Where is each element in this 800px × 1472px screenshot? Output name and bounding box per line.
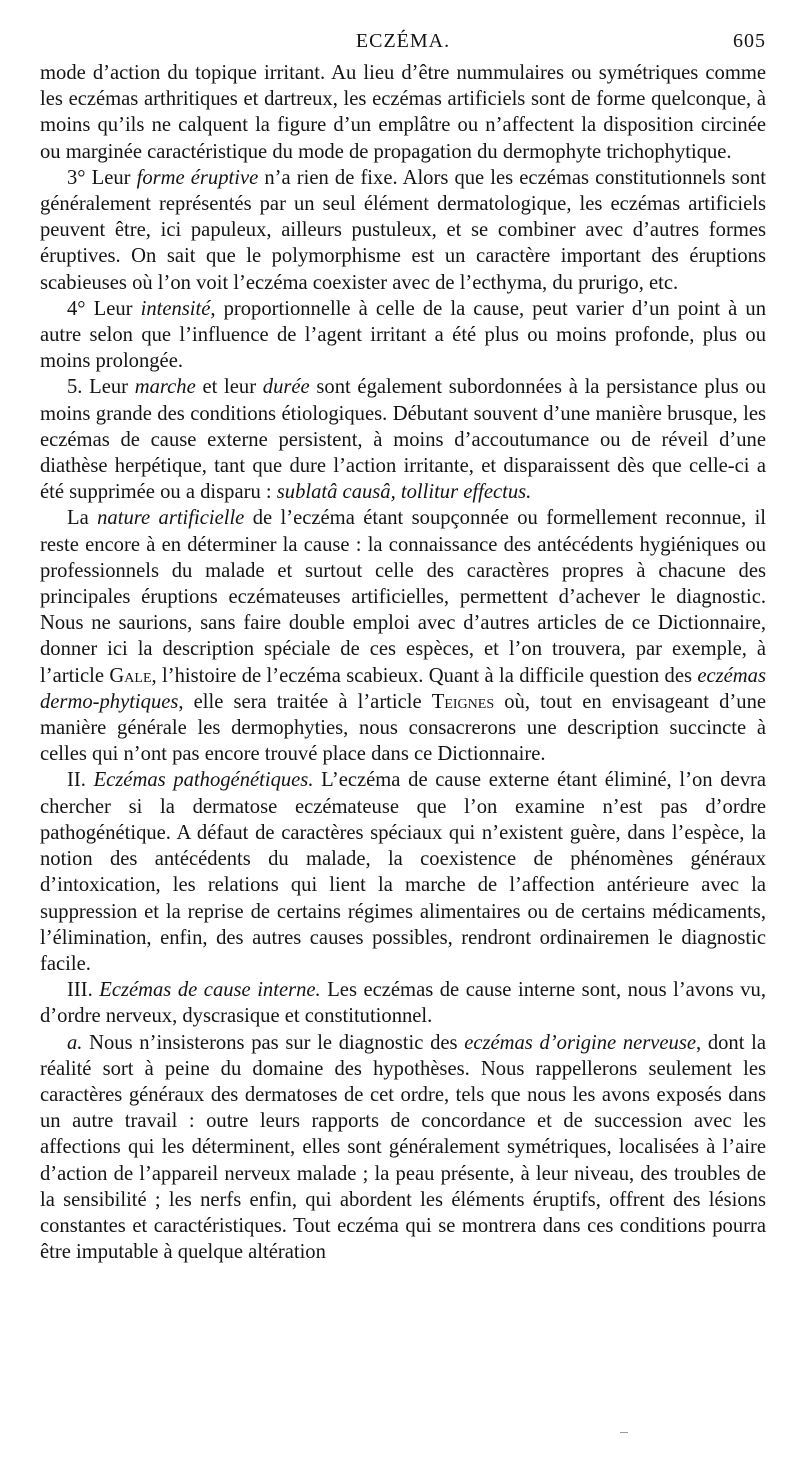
- subsection-letter: a.: [67, 1031, 83, 1054]
- italic-term: marche: [134, 376, 196, 399]
- paragraph-lead: 4° Leur: [67, 297, 141, 320]
- italic-term: durée: [262, 376, 310, 399]
- paragraph-text: , elle sera traitée à l’article: [178, 690, 432, 713]
- paragraph-text: et leur: [195, 376, 263, 399]
- italic-term: intensité: [140, 297, 211, 320]
- paragraph-lead: 3° Leur: [67, 166, 137, 189]
- section-heading: Eczémas pathogénétiques.: [93, 769, 314, 792]
- paragraph-text: mode d’action du topique irritant. Au lieu d’être nummulaires ou symétriques comme les eczémas arthritiques et dartreux, les eczémas artificiels sont de forme quelconque, à moins qu’ils ne calquent la figure d’un emplâtre ou n’affectent la disposition circinée ou marginée caractéristique du mode de propagation du dermophyte trichophytique.: [40, 62, 766, 163]
- paragraph-text: n’a rien de fixe. Alors que les eczémas constitutionnels sont généralement représentés par un seul élément dermatologique, les eczémas artificiels peuvent être, ici papuleux, ailleurs pustuleux, et se combiner avec d’autres formes éruptives. On sait que le polymorphisme est un caractère important des éruptions scabieuses où l’on voit l’eczéma coexister avec de l’ecthyma, du prurigo, etc.: [40, 166, 766, 294]
- italic-term: eczémas d’origine nerveuse: [464, 1031, 697, 1054]
- cross-reference-gale: Gale: [109, 664, 152, 687]
- paragraph-text: , proportionnelle à celle de la cause, peut varier d’un point à un autre selon que l’influence de l’agent irritant a été plus ou moins profonde, plus ou moins prolongée.: [40, 297, 766, 373]
- italic-term: forme éruptive: [136, 166, 259, 189]
- paragraph-lead: 5. Leur: [67, 376, 135, 399]
- paragraph-text: , l’histoire de l’eczéma scabieux. Quant à la difficile question des: [151, 664, 698, 687]
- section-heading: Eczémas de cause interne.: [99, 979, 321, 1002]
- page-number: 605: [733, 30, 766, 52]
- paragraph-text: Les eczémas de cause interne sont, nous l’avons vu, d’ordre nerveux, dyscrasique et constitutionnel.: [40, 979, 767, 1028]
- paragraph-marche-duree: [40, 374, 766, 505]
- page-header: [40, 30, 766, 60]
- section-number: III.: [67, 979, 100, 1002]
- paragraph-text: sont également subordonnées à la persistance plus ou moins grande des conditions étiologiques. Débutant souvent d’une manière brusque, les eczémas de cause externe persistent, à moins d’accoutumance ou de réveil d’une diathèse herpétique, tant que dure l’action irritante, et disparaissent dès que celle-ci a été supprimée ou a disparu :: [40, 376, 766, 504]
- paragraph-text: L’eczéma de cause externe étant éliminé, l’on devra chercher si la dermatose eczémateuse que l’on examine n’est pas d’ordre pathogénétique. A défaut de caractères spéciaux qui n’existent guère, dans l’espèce, la notion des antécédents du malade, la coexistence de phénomènes généraux d’intoxication, les relations qui lient la marche de l’affection antérieure avec la suppression et la reprise de certains régimes alimentaires ou de certains médicaments, l’élimination, enfin, des autres causes possibles, rendront ordinairemen le diagnostic facile.: [40, 769, 766, 975]
- running-title: ECZÉMA.: [355, 30, 451, 52]
- paragraph-text: Nous n’insisterons pas sur le diagnostic des: [82, 1031, 465, 1054]
- paragraph-pathogenetiques: [40, 767, 766, 977]
- paragraph-lead: La: [67, 507, 98, 530]
- section-number: II.: [67, 769, 94, 792]
- paragraph-text: , dont la réalité sort à peine du domaine des hypothèses. Nous rappellerons seulement les caractères généraux des dermatoses de cet ordre, tels que nous les avons exposés dans un autre travail : outre leurs rapports de concordance et de succession avec les affections qui les déterminent, elles sont généralement symétriques, localisées à l’aire d’action de l’appareil nerveux malade ; la peau présente, à leur niveau, des troubles de la sensibilité ; les nerfs enfin, qui abordent les éléments éruptifs, offrent des lésions constantes et caractéristiques. Tout eczéma qui se montrera dans ces conditions pourra être imputable à quelque altération: [40, 1031, 766, 1264]
- italic-latin-phrase: sublatâ causâ, tollitur effectus.: [276, 481, 532, 504]
- body-text: [40, 60, 766, 1265]
- paragraph-text: de l’eczéma étant soupçonnée ou formellement reconnue, il reste encore à en déterminer la cause : la connaissance des antécédents hygiéniques ou professionnels du malade et surtout celle des caractères propres à chacune des principales éruptions eczémateuses artificielles, permettent d’achever le diagnostic. Nous ne saurions, sans faire double emploi avec d’autres articles de ce Dictionnaire, donner ici la description spéciale de ces espèces, et l’on trouvera, par exemple, à l’article: [40, 507, 767, 687]
- paragraph-continuation: [40, 60, 766, 165]
- paragraph-cause-interne: [40, 977, 766, 1029]
- paragraph-forme-eruptive: [40, 165, 766, 296]
- print-mark: [620, 1432, 628, 1433]
- paragraph-nature-artificielle: [40, 505, 766, 767]
- document-page: [40, 30, 766, 1265]
- italic-term: eczémas dermo-phytiques: [40, 664, 766, 713]
- cross-reference-teignes: Teignes: [431, 690, 495, 713]
- paragraph-intensite: [40, 296, 766, 375]
- italic-term: nature artificielle: [97, 507, 245, 530]
- paragraph-text: où, tout en envisageant d’une manière générale les dermophyties, nous consacrerons une description succincte à celles qui n’ont pas encore trouvé place dans ce Dictionnaire.: [40, 690, 767, 766]
- paragraph-origine-nerveuse: [40, 1030, 766, 1266]
